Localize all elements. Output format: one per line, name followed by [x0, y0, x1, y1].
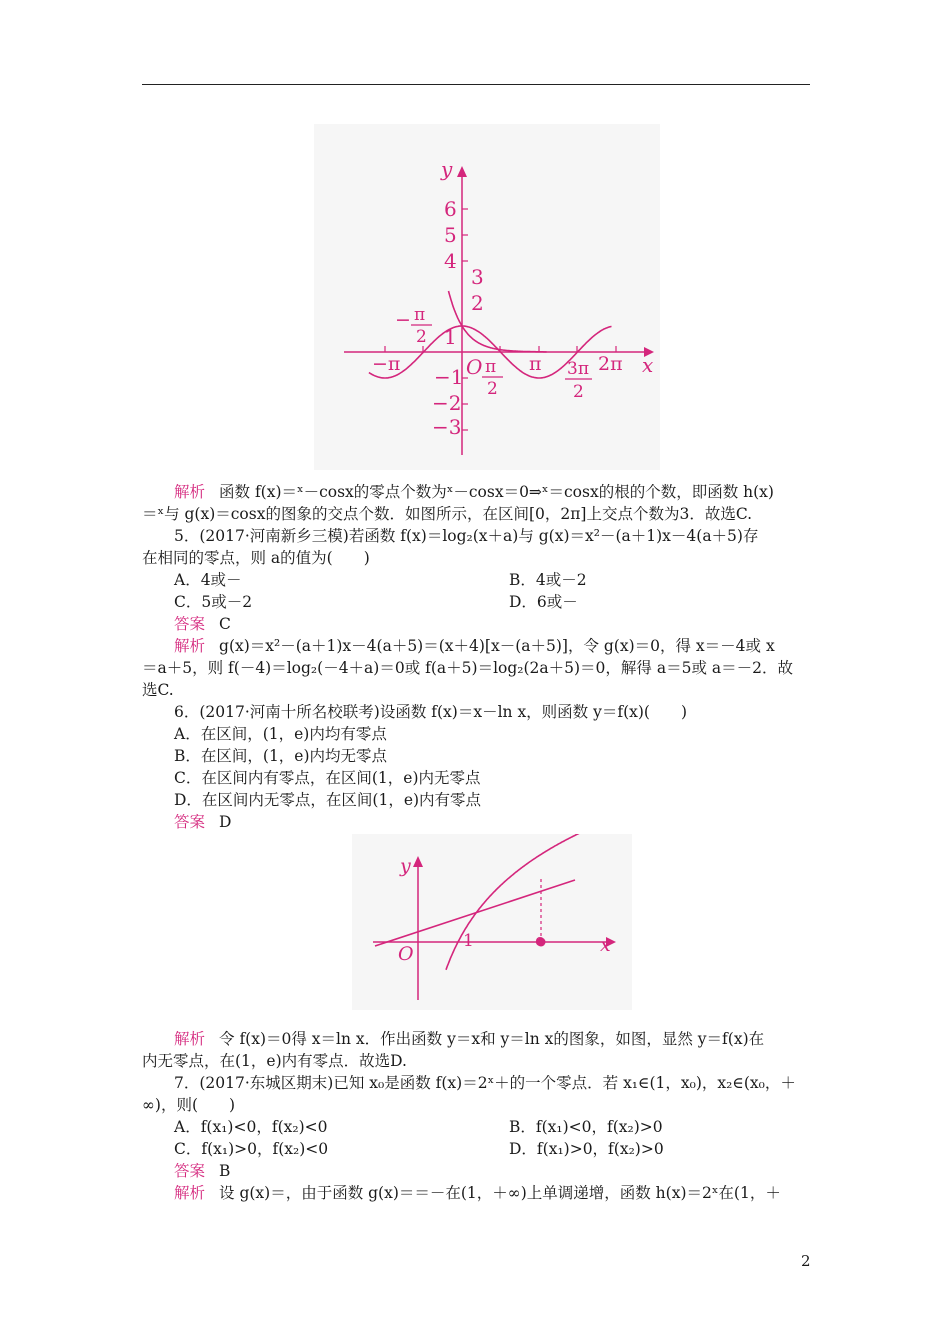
figure-x-lnx — [352, 834, 632, 1010]
q6-option-a: A．在区间，(1，e)内均有零点 — [174, 725, 387, 743]
q6-option-c: C．在区间内有零点，在区间(1，e)内无零点 — [174, 769, 481, 787]
three-half-pi-num: 3π — [567, 359, 589, 379]
answer-7: 答案 B — [174, 1162, 231, 1180]
figure-cos-exp — [314, 124, 660, 470]
q7-option-row-2: C．f(x₁)>0，f(x₂)<0 D．f(x₁)>0，f(x₂)>0 — [174, 1140, 664, 1158]
tick-neg1: −1 — [434, 365, 464, 389]
text-line-20: 解析 设 g(x)＝，由于函数 g(x)＝＝－在(1，＋∞)上单调递增，函数 h(x)＝2ˣ在(1，＋ — [174, 1184, 781, 1202]
q5-option-row-1: A．4或－ B．4或－2 — [174, 571, 587, 589]
text-line-17: 7．(2017·东城区期末)已知 x₀是函数 f(x)＝2ˣ＋的一个零点．若 x₁∈(1，x₀)，x₂∈(x₀，＋ — [174, 1074, 796, 1092]
origin-label: O — [466, 355, 483, 379]
x-axis-label-2: x — [600, 934, 611, 956]
y-axis-label-2: y — [400, 855, 411, 877]
text-line-3: 5．(2017·河南新乡三模)若函数 f(x)＝log₂(x＋a)与 g(x)＝x²－(a＋1)x－4(a＋5)存 — [174, 527, 759, 545]
text-line-15: 解析 令 f(x)＝0得 x＝ln x．作出函数 y＝x和 y＝ln x的图象，如图，显然 y＝f(x)在 — [174, 1030, 765, 1048]
x-axis-label: x — [642, 353, 654, 377]
one-label: 1 — [463, 931, 474, 951]
origin-label-2: O — [398, 943, 414, 965]
q5-option-row-2: C．5或－2 D．6或－ — [174, 593, 578, 611]
tick-neg-pi: −π — [372, 353, 401, 375]
answer-6: 答案 D — [174, 813, 232, 831]
text-line-16: 内无零点，在(1，e)内有零点．故选D. — [142, 1052, 407, 1070]
text-line-8: 选C. — [142, 681, 174, 699]
tick-neg3: −3 — [432, 415, 462, 439]
tick-1: 1 — [444, 325, 457, 349]
tick-pi: π — [529, 353, 542, 375]
half-pi-num: π — [485, 357, 497, 377]
neg-half-pi-num: π — [414, 305, 426, 325]
tick-5: 5 — [444, 223, 457, 247]
tick-neg2: −2 — [432, 391, 462, 415]
text-line-1: 解析 函数 f(x)＝ˣ－cosx的零点个数为ˣ－cosx＝0⇒ˣ＝cosx的根的个数，即函数 h(x) — [174, 483, 774, 501]
three-half-pi-den: 2 — [573, 382, 584, 402]
text-line-9: 6．(2017·河南十所名校联考)设函数 f(x)＝x－ln x，则函数 y＝f(x)( ) — [174, 703, 688, 721]
text-line-6: 解析 g(x)＝x²－(a＋1)x－4(a＋5)＝(x＋4)[x－(a＋5)]，令 g(x)＝0，得 x＝－4或 x — [174, 637, 775, 655]
tick-6: 6 — [444, 197, 457, 221]
answer-5: 答案 C — [174, 615, 231, 633]
q6-option-b: B．在区间，(1，e)内均无零点 — [174, 747, 388, 765]
q6-option-d: D．在区间内无零点，在区间(1，e)内有零点 — [174, 791, 482, 809]
e-label: e — [535, 931, 546, 951]
q7-option-row-1: A．f(x₁)<0，f(x₂)<0 B．f(x₁)<0，f(x₂)>0 — [174, 1118, 663, 1136]
page-number: 2 — [801, 1252, 811, 1270]
text-line-18: ∞)，则( ) — [142, 1096, 236, 1114]
tick-3: 3 — [471, 265, 484, 289]
neg-half-pi-sign: − — [395, 309, 411, 331]
text-line-7: ＝a＋5，则 f(－4)＝log₂(－4＋a)＝0或 f(a＋5)＝log₂(2a＋5)＝0，解得 a＝5或 a＝－2．故 — [142, 659, 793, 677]
header-rule — [142, 84, 810, 85]
tick-2pi: 2π — [598, 353, 623, 375]
tick-2: 2 — [471, 291, 484, 315]
y-axis-label: y — [441, 157, 453, 181]
tick-4: 4 — [444, 249, 457, 273]
neg-half-pi-den: 2 — [416, 327, 427, 347]
text-line-4: 在相同的零点，则 a的值为( ) — [142, 549, 370, 567]
half-pi-den: 2 — [487, 379, 498, 399]
text-line-2: ＝ˣ与 g(x)＝cosx的图象的交点个数．如图所示，在区间[0，2π]上交点个数为3．故选C. — [142, 505, 753, 523]
